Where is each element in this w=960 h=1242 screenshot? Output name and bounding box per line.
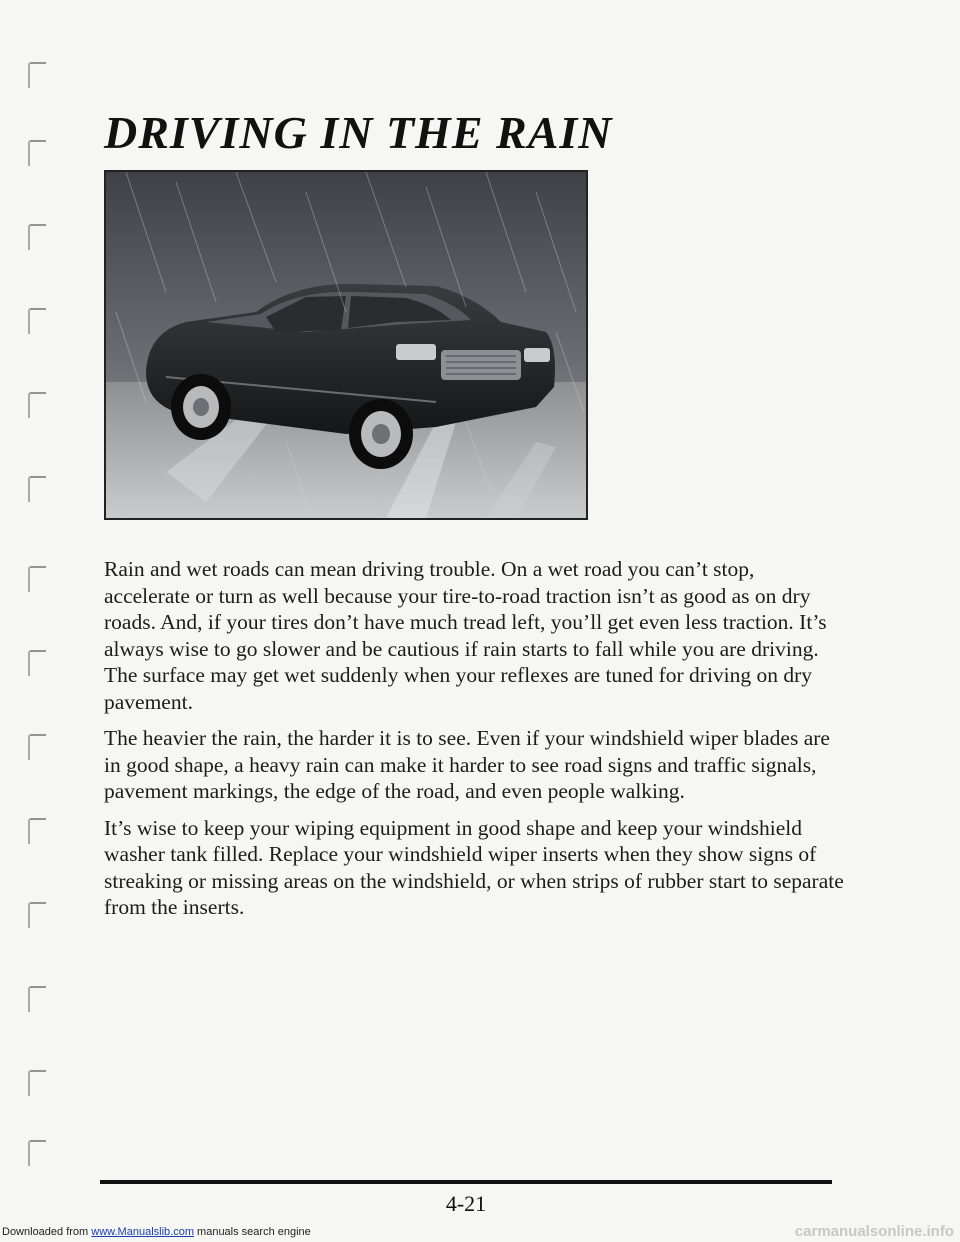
binding-mark	[28, 224, 46, 250]
binding-mark	[28, 1070, 46, 1096]
page-number: 4-21	[445, 1191, 487, 1216]
binding-mark	[28, 902, 46, 928]
binding-mark	[28, 392, 46, 418]
binding-mark	[28, 818, 46, 844]
binding-mark	[28, 308, 46, 334]
footer-rule	[100, 1180, 832, 1184]
download-footer	[0, 1222, 960, 1242]
paragraph: The heavier the rain, the harder it is to see. Even if your windshield wiper blades are in good shape, a heavy rain can make it harder to see road signs and traffic signals, pavement markings, the edge of the road, and even people walking.	[104, 726, 830, 803]
binding-mark	[28, 566, 46, 592]
binding-mark	[28, 476, 46, 502]
footer-prefix: Downloaded from	[2, 1226, 92, 1238]
body-text	[104, 556, 844, 931]
footer-source	[2, 1222, 311, 1242]
car-in-rain-photo	[104, 170, 588, 520]
binding-mark	[28, 1140, 46, 1166]
binding-mark	[28, 650, 46, 676]
binding-mark	[28, 986, 46, 1012]
paragraph: It’s wise to keep your wiping equipment in good shape and keep your windshield washer tank filled. Replace your windshield wiper inserts when they show signs of streaking or missing areas on the windshield, or when strips of rubber start to separate from the inserts.	[104, 815, 844, 919]
manualslib-link[interactable]: www.Manualslib.com	[91, 1226, 194, 1238]
footer-suffix: manuals search engine	[193, 1226, 311, 1238]
binding-mark	[28, 734, 46, 760]
binding-mark	[28, 140, 46, 166]
paragraph: Rain and wet roads can mean driving trouble. On a wet road you can’t stop, accelerate or turn as well because your tire-to-road traction isn’t as good as on dry roads. And, if your tires don’t have much tread left, you’ll get even less traction. It’s always wise to go slower and be cautious if rain starts to fall while you are driving. The surface may get wet suddenly when your reflexes are tuned for driving on dry pavement.	[104, 557, 827, 714]
binding-mark	[28, 62, 46, 88]
watermark: carmanualsonline.info	[794, 1223, 954, 1240]
page-title: DRIVING IN THE RAIN	[104, 107, 613, 158]
